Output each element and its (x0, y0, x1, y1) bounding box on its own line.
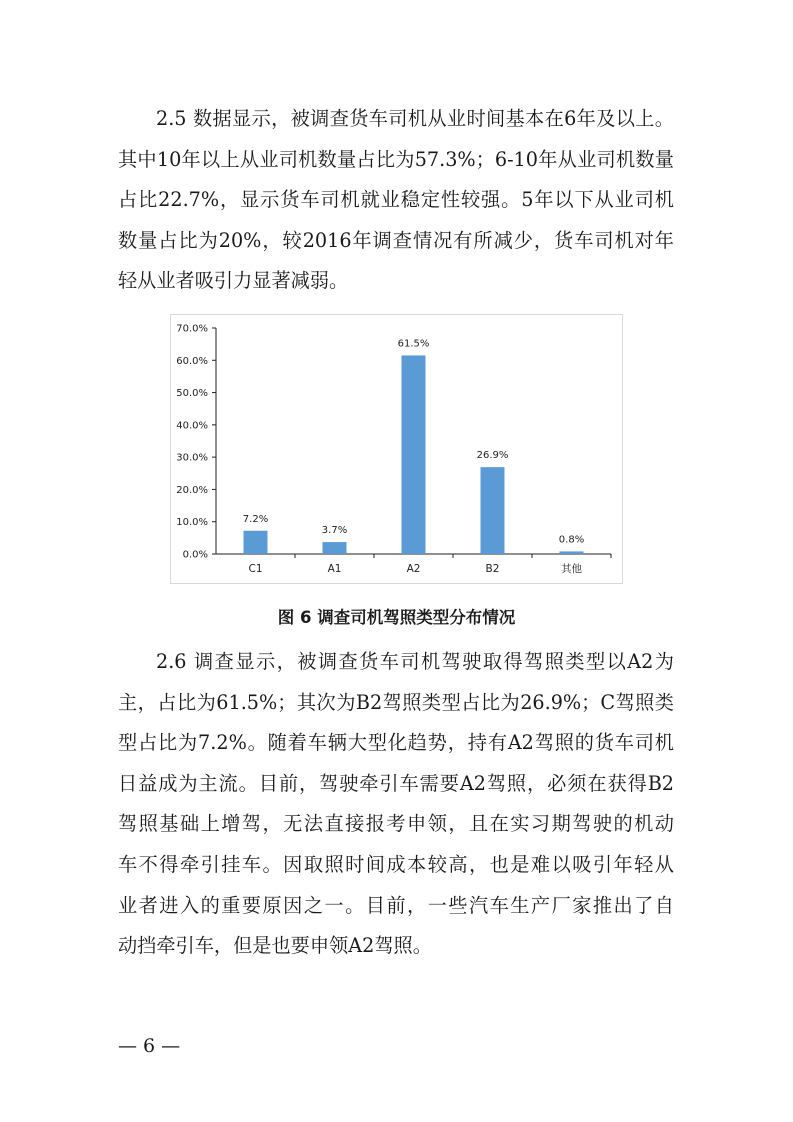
paragraph-line: 日益成为主流。目前，驾驶牵引车需要A2驾照，必须在获得B2 (118, 771, 674, 795)
x-tick-label: A2 (406, 563, 421, 575)
paragraph-line: 轻从业者吸引力显著减弱。 (118, 269, 349, 293)
x-tick-label: B2 (485, 563, 500, 575)
y-tick-label: 0.0% (182, 549, 208, 561)
paragraph-line: 型占比为7.2%。随着车辆大型化趋势，持有A2驾照的货车司机 (118, 731, 674, 755)
y-tick-label: 10.0% (176, 517, 208, 529)
y-tick-label: 30.0% (176, 452, 208, 464)
page-number: — 6 — (118, 1035, 181, 1057)
y-tick-label: 40.0% (176, 420, 208, 432)
x-tick-label: A1 (327, 563, 342, 575)
bar-2 (402, 355, 426, 554)
bar-3 (481, 467, 505, 554)
paragraph-line: 驾照基础上增驾，无法直接报考申领，且在实习期驾驶的机动 (118, 812, 674, 836)
paragraph-line: 车不得牵引挂车。因取照时间成本较高，也是难以吸引年轻从 (118, 852, 674, 876)
y-tick-label: 70.0% (176, 323, 208, 335)
chart-canvas (171, 315, 624, 585)
bar-0 (244, 531, 268, 554)
paragraph-line: 数量占比为20%，较2016年调查情况有所减少，货车司机对年 (118, 228, 674, 252)
paragraph-line: 其中10年以上从业司机数量占比为57.3%；6-10年从业司机数量 (118, 147, 674, 171)
data-label: 0.8% (558, 534, 585, 546)
paragraph-line: 主，占比为61.5%；其次为B2驾照类型占比为26.9%；C驾照类 (118, 690, 674, 714)
bar-1 (323, 542, 347, 554)
data-label: 3.7% (321, 525, 348, 537)
y-tick-label: 20.0% (176, 484, 208, 496)
y-tick-label: 60.0% (176, 355, 208, 367)
x-tick-label: 其他 (561, 563, 582, 575)
paragraph-driving-years (118, 99, 674, 302)
x-tick-label: C1 (248, 563, 263, 575)
paragraph-line: 业者进入的重要原因之一。目前，一些汽车生产厂家推出了自 (118, 893, 674, 917)
paragraph-line: 2.6 调查显示，被调查货车司机驾驶取得驾照类型以A2为 (156, 650, 674, 673)
y-tick-label: 50.0% (176, 388, 208, 400)
paragraph-line: 2.5 数据显示，被调查货车司机从业时间基本在6年及以上。 (156, 107, 674, 130)
paragraph-line: 占比22.7%，显示货车司机就业稳定性较强。5年以下从业司机 (118, 188, 674, 212)
paragraph-license-types (118, 642, 674, 967)
license-type-bar-chart (170, 314, 623, 584)
paragraph-line: 动挡牵引车，但是也要申领A2驾照。 (118, 934, 432, 958)
data-label: 26.9% (476, 450, 509, 462)
data-label: 61.5% (397, 338, 430, 350)
data-label: 7.2% (242, 513, 269, 525)
bar-4 (560, 551, 584, 554)
figure-caption: 图 6 调查司机驾照类型分布情况 (277, 608, 516, 627)
